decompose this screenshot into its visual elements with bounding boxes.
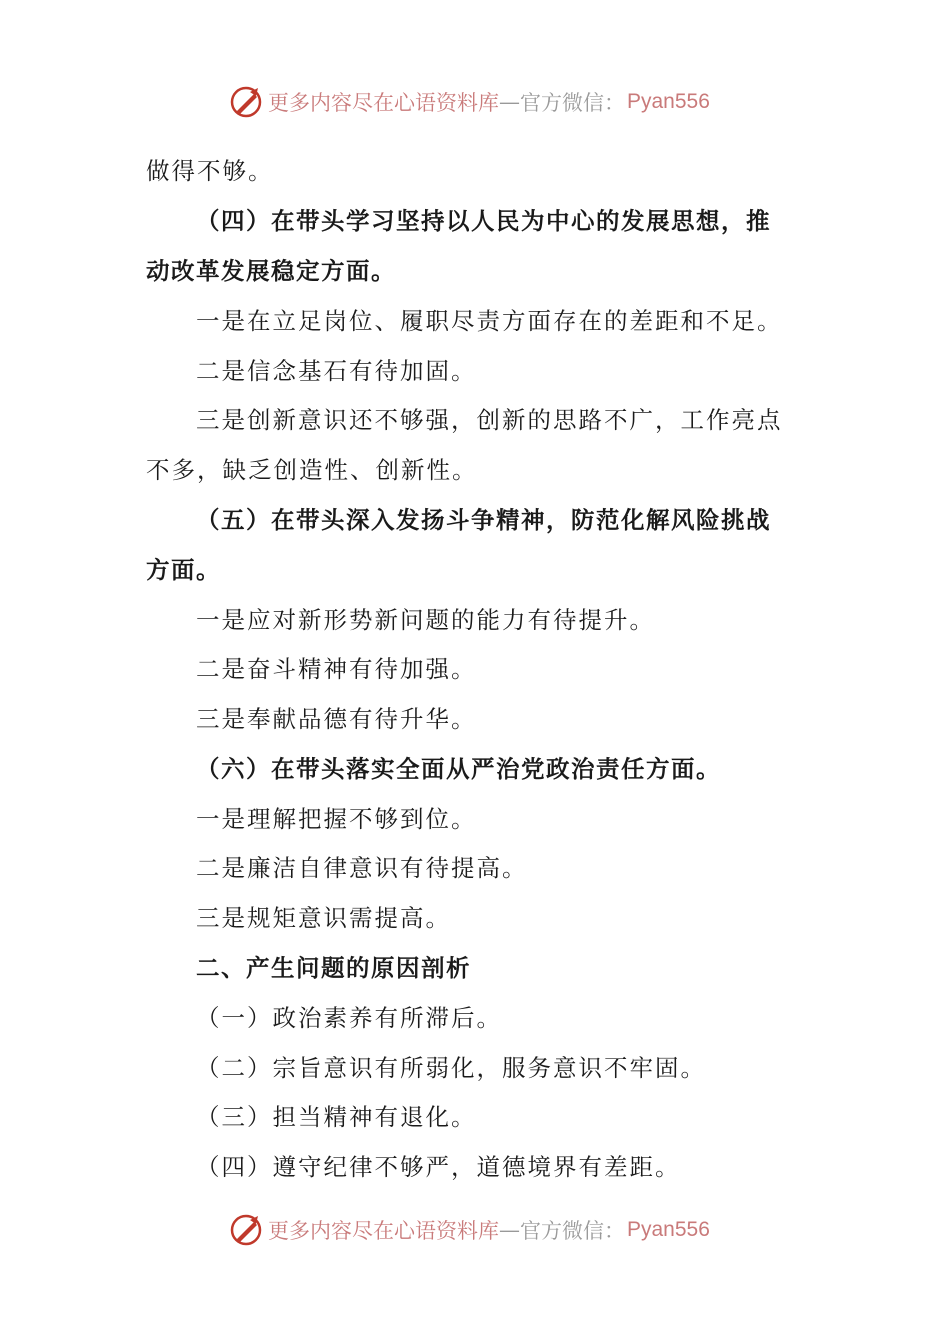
footer-watermark bbox=[228, 1210, 748, 1250]
section-heading: 方面。 bbox=[146, 556, 221, 584]
text-line: 二是廉洁自律意识有待提高。 bbox=[196, 854, 528, 882]
text-line: （二）宗旨意识有所弱化，服务意识不牢固。 bbox=[196, 1054, 706, 1082]
text-line: 三是规矩意识需提高。 bbox=[196, 904, 451, 932]
text-line: 二是信念基石有待加固。 bbox=[196, 357, 477, 385]
section-heading: （五）在带头深入发扬斗争精神，防范化解风险挑战 bbox=[196, 506, 771, 534]
text-line: 三是奉献品德有待升华。 bbox=[196, 705, 477, 733]
watermark-wechat-id: Pyan556 bbox=[627, 90, 710, 113]
text-line: 一是在立足岗位、履职尽责方面存在的差距和不足。 bbox=[196, 307, 783, 335]
text-line: 三是创新意识还不够强，创新的思路不广，工作亮点 bbox=[196, 406, 783, 434]
section-heading: （四）在带头学习坚持以人民为中心的发展思想，推 bbox=[196, 207, 771, 235]
watermark-wechat-label: 官方微信： bbox=[520, 1219, 625, 1243]
watermark-separator: — bbox=[499, 1218, 520, 1242]
watermark-wechat-label: 官方微信： bbox=[520, 91, 625, 115]
section-heading: 二、产生问题的原因剖析 bbox=[196, 954, 471, 982]
watermark-wechat-id: Pyan556 bbox=[627, 1218, 710, 1241]
text-line: 二是奋斗精神有待加强。 bbox=[196, 655, 477, 683]
text-line: （三）担当精神有退化。 bbox=[196, 1103, 477, 1131]
text-line: 不多，缺乏创造性、创新性。 bbox=[146, 456, 478, 484]
watermark-brand: 更多内容尽在心语资料库 bbox=[268, 91, 499, 115]
section-heading: （六）在带头落实全面从严治党政治责任方面。 bbox=[196, 755, 721, 783]
watermark-brand: 更多内容尽在心语资料库 bbox=[268, 1219, 499, 1243]
header-watermark bbox=[228, 82, 748, 122]
pen-seal-icon bbox=[228, 84, 264, 120]
text-line: 做得不够。 bbox=[146, 157, 274, 185]
pen-seal-icon bbox=[228, 1212, 264, 1248]
watermark-separator: — bbox=[499, 90, 520, 114]
text-line: （四）遵守纪律不够严，道德境界有差距。 bbox=[196, 1153, 681, 1181]
section-heading: 动改革发展稳定方面。 bbox=[146, 257, 396, 285]
text-line: 一是应对新形势新问题的能力有待提升。 bbox=[196, 606, 655, 634]
text-line: （一）政治素养有所滞后。 bbox=[196, 1004, 502, 1032]
text-line: 一是理解把握不够到位。 bbox=[196, 805, 477, 833]
